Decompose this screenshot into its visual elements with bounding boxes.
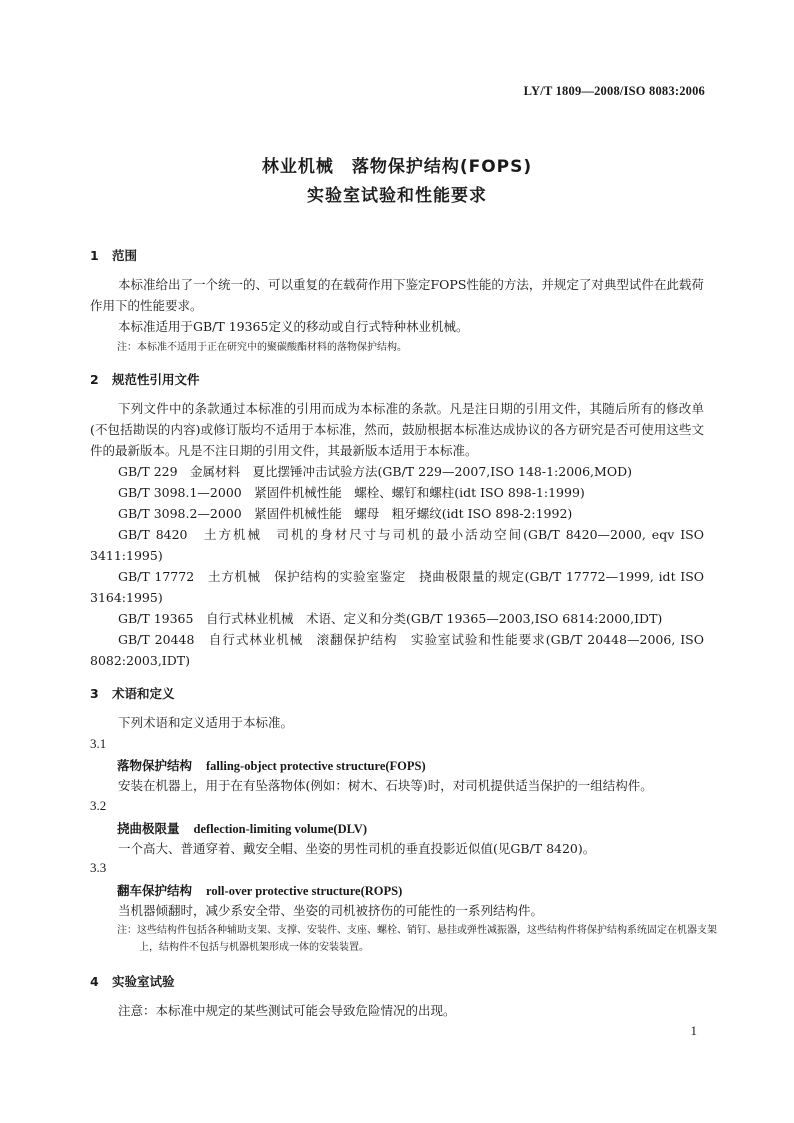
section-2-heading	[90, 370, 200, 388]
term-number: 3.1	[90, 736, 107, 751]
document-title-line2: 实验室试验和性能要求	[307, 186, 487, 206]
reference-item: GB/T 19365 自行式林业机械 术语、定义和分类(GB/T 19365—2003,ISO 6814:2000,IDT)	[118, 611, 663, 626]
reference-item: GB/T 17772 土方机械 保护结构的实验室鉴定 挠曲极限量的规定(GB/T 17772—1999, idt ISO 3164:1995)	[90, 569, 704, 605]
reference-item: GB/T 3098.2—2000 紧固件机械性能 螺母 粗牙螺纹(idt ISO 898-2:1992)	[118, 506, 573, 521]
term-number: 3.2	[90, 798, 107, 813]
term-zh: 挠曲极限量	[117, 821, 180, 836]
standard-number: LY/T 1809—2008/ISO 8083:2006	[523, 84, 705, 98]
section-title: 规范性引用文件	[112, 372, 200, 387]
section-1-heading	[90, 246, 137, 264]
term-heading	[117, 756, 426, 774]
term-zh: 落物保护结构	[117, 758, 193, 773]
note: 注：本标准不适用于正在研究中的聚碳酸酯材料的落物保护结构。	[117, 342, 407, 353]
section-title: 实验室试验	[112, 974, 175, 989]
reference-item: GB/T 8420 土方机械 司机的身材尺寸与司机的最小活动空间(GB/T 8420—2000, eqv ISO 3411:1995)	[90, 527, 704, 563]
term-zh: 翻车保护结构	[117, 883, 193, 898]
section-number: 1	[90, 248, 99, 263]
page-number: 1	[690, 1023, 697, 1038]
term-definition: 安装在机器上，用于在有坠落物体(例如：树木、石块等)时，对司机提供适当保护的一组结构件。	[118, 778, 653, 793]
term-number: 3.3	[90, 860, 107, 875]
paragraph: 下列术语和定义适用于本标准。	[118, 715, 294, 730]
paragraph: 本标准适用于GB/T 19365定义的移动或自行式特种林业机械。	[118, 319, 469, 334]
document-title-line1: 林业机械 落物保护结构(FOPS)	[261, 157, 533, 177]
paragraph: 本标准给出了一个统一的、可以重复的在载荷作用下鉴定FOPS性能的方法，并规定了对典型试件在此载荷作用下的性能要求。	[90, 277, 704, 313]
term-heading	[117, 881, 402, 899]
section-number: 2	[90, 372, 99, 387]
reference-item: GB/T 3098.1—2000 紧固件机械性能 螺栓、螺钉和螺柱(idt ISO 898-1:1999)	[118, 485, 585, 500]
section-3-heading	[90, 684, 175, 702]
term-en: deflection-limiting volume(DLV)	[193, 822, 367, 836]
reference-item: GB/T 20448 自行式林业机械 滚翻保护结构 实验室试验和性能要求(GB/T 20448—2006, ISO 8082:2003,IDT)	[90, 632, 704, 668]
paragraph: 注意：本标准中规定的某些测试可能会导致危险情况的出现。	[118, 1003, 456, 1018]
note: 注：这些结构件包括各种辅助支架、支撑、安装件、支座、螺栓、销钉、悬挂或弹性减振器，这些结构件将保护结构系统固定在机器支架上，结构件不包括与机器机架形成一体的安装装置。	[117, 925, 717, 953]
term-heading	[117, 819, 367, 837]
section-4-heading	[90, 972, 175, 990]
term-definition: 当机器倾翻时，减少系安全带、坐姿的司机被挤伤的可能性的一系列结构件。	[118, 903, 544, 918]
reference-item: GB/T 229 金属材料 夏比摆锤冲击试验方法(GB/T 229—2007,ISO 148-1:2006,MOD)	[118, 464, 632, 479]
section-title: 范围	[112, 248, 138, 263]
paragraph: 下列文件中的条款通过本标准的引用而成为本标准的条款。凡是注日期的引用文件，其随后所有的修改单(不包括勘误的内容)或修订版均不适用于本标准，然而，鼓励根据本标准达成协议的各方研究是否可使用这些文件的最新版本。凡是不注日期的引用文件，其最新版本适用于本标准。	[90, 401, 704, 458]
term-definition: 一个高大、普通穿着、戴安全帽、坐姿的男性司机的垂直投影近似值(见GB/T 8420)。	[118, 841, 596, 856]
term-en: falling-object protective structure(FOPS)	[206, 759, 426, 773]
section-number: 4	[90, 974, 99, 989]
term-en: roll-over protective structure(ROPS)	[206, 884, 403, 898]
section-number: 3	[90, 686, 99, 701]
section-title: 术语和定义	[112, 686, 175, 701]
